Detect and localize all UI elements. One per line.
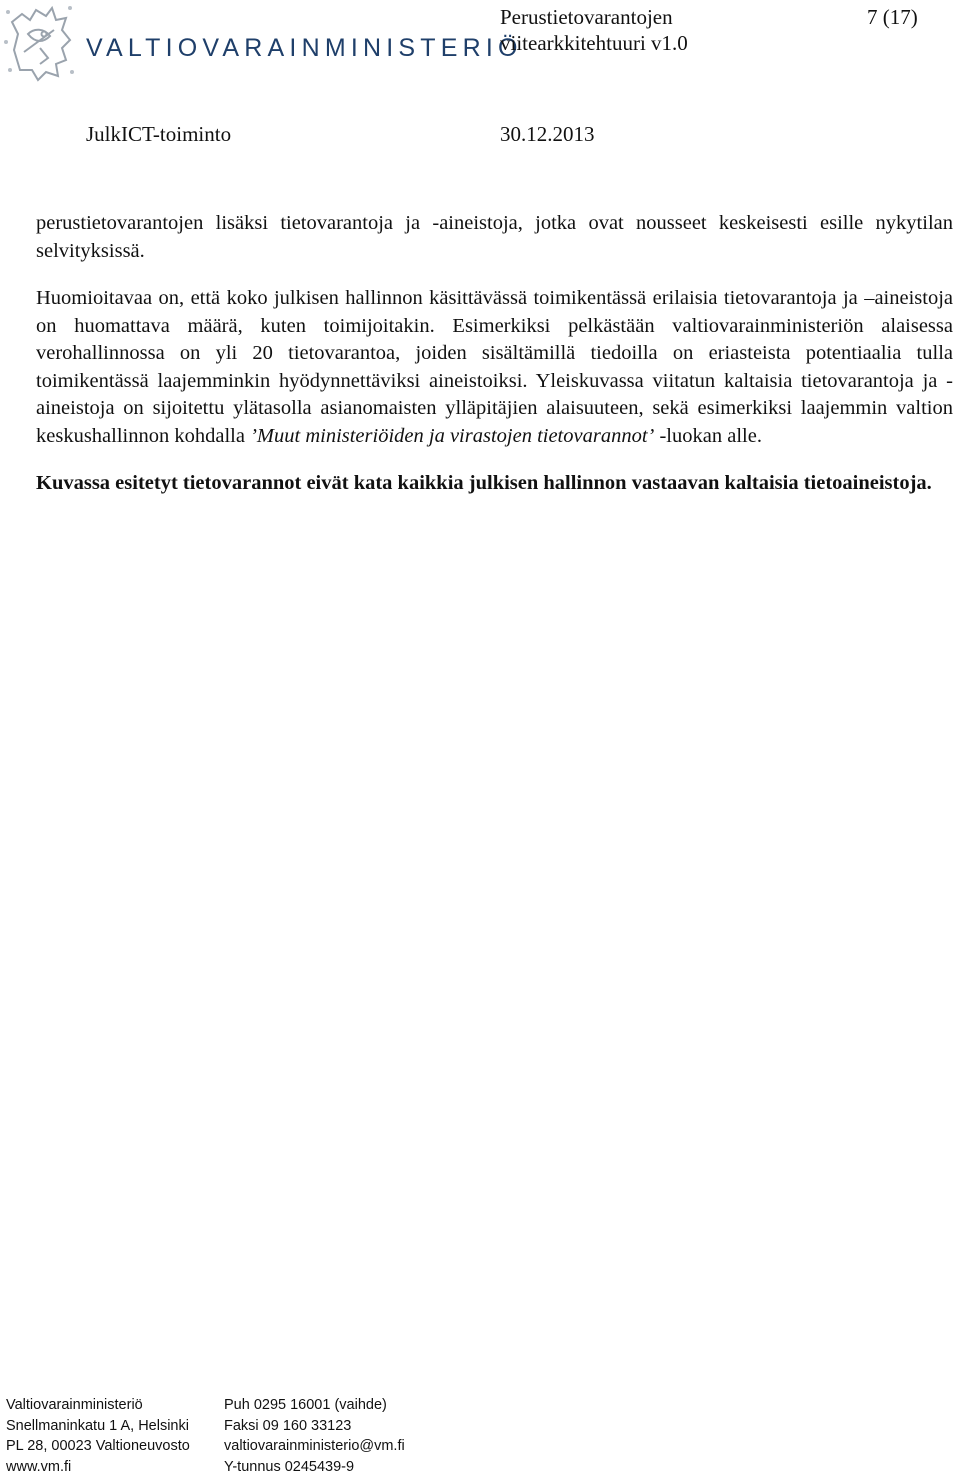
- footer-organization: Valtiovarainministeriö: [6, 1397, 143, 1413]
- footer-fax: Faksi 09 160 33123: [224, 1417, 352, 1434]
- paragraph-2-end: -luokan alle.: [654, 424, 762, 447]
- footer-phone: Puh 0295 16001 (vaihde): [224, 1397, 387, 1413]
- page-number: 7 (17): [867, 5, 918, 29]
- document-title-line-1: Perustietovarantojen: [500, 5, 673, 29]
- footer-contact: [224, 1395, 405, 1477]
- footer-street-address: Snellmaninkatu 1 A, Helsinki: [6, 1417, 189, 1434]
- organization-unit: JulkICT-toiminto: [86, 122, 232, 146]
- paragraph-2-text: Huomioitavaa on, että koko julkisen hallinnon käsittävässä toimikentässä erilaisia tietovarantoja ja –aineistoja on huomattava määrä, kuten toimijoitakin. Esimerkiksi pelkästään valtiovarainministeriön alaisessa verohallinnossa on yli 20 tietovarantoa, joiden sisältämillä tiedoilla on eriasteista potentiaalia tulla toimikentässä laajemminkin hyödynnettäviksi aineistoiksi. Yleiskuvassa viitatun kaltaisia tietovarantoja ja -aineistoja on sijoitettu ylätasolla asianomaisten ylläpitäjien alaisuuteen, sekä esimerkiksi laajemmin valtion keskushallinnon kohdalla: [36, 287, 953, 447]
- paragraph-1: perustietovarantojen lisäksi tietovarantoja ja -aineistoja, jotka ovat nousseet keskeisesti esille nykytilan selvityksissä.: [36, 212, 953, 262]
- paragraph-3-bold-note: Kuvassa esitetyt tietovarannot eivät kata kaikkia julkisen hallinnon vastaavan kaltaisia tietoaineistoja.: [36, 472, 932, 494]
- body-text: [36, 210, 953, 518]
- footer-email-link[interactable]: valtiovarainministerio@vm.fi: [224, 1438, 405, 1454]
- footer-website-link[interactable]: www.vm.fi: [6, 1458, 72, 1475]
- footer-postal-address: PL 28, 00023 Valtioneuvosto: [6, 1438, 190, 1454]
- footer-address: [6, 1395, 190, 1477]
- ministry-logo-text: VALTIOVARAINMINISTERIÖ: [86, 34, 523, 62]
- paragraph-2: [36, 285, 953, 450]
- coat-of-arms-lion-icon: [0, 0, 80, 84]
- paragraph-2-italic-term: ’Muut ministeriöiden ja virastojen tietovarannot’: [250, 424, 655, 447]
- document-title-line-2: viitearkkitehtuuri v1.0: [500, 31, 688, 55]
- footer-business-id: Y-tunnus 0245439-9: [224, 1458, 355, 1475]
- document-date: 30.12.2013: [500, 122, 595, 146]
